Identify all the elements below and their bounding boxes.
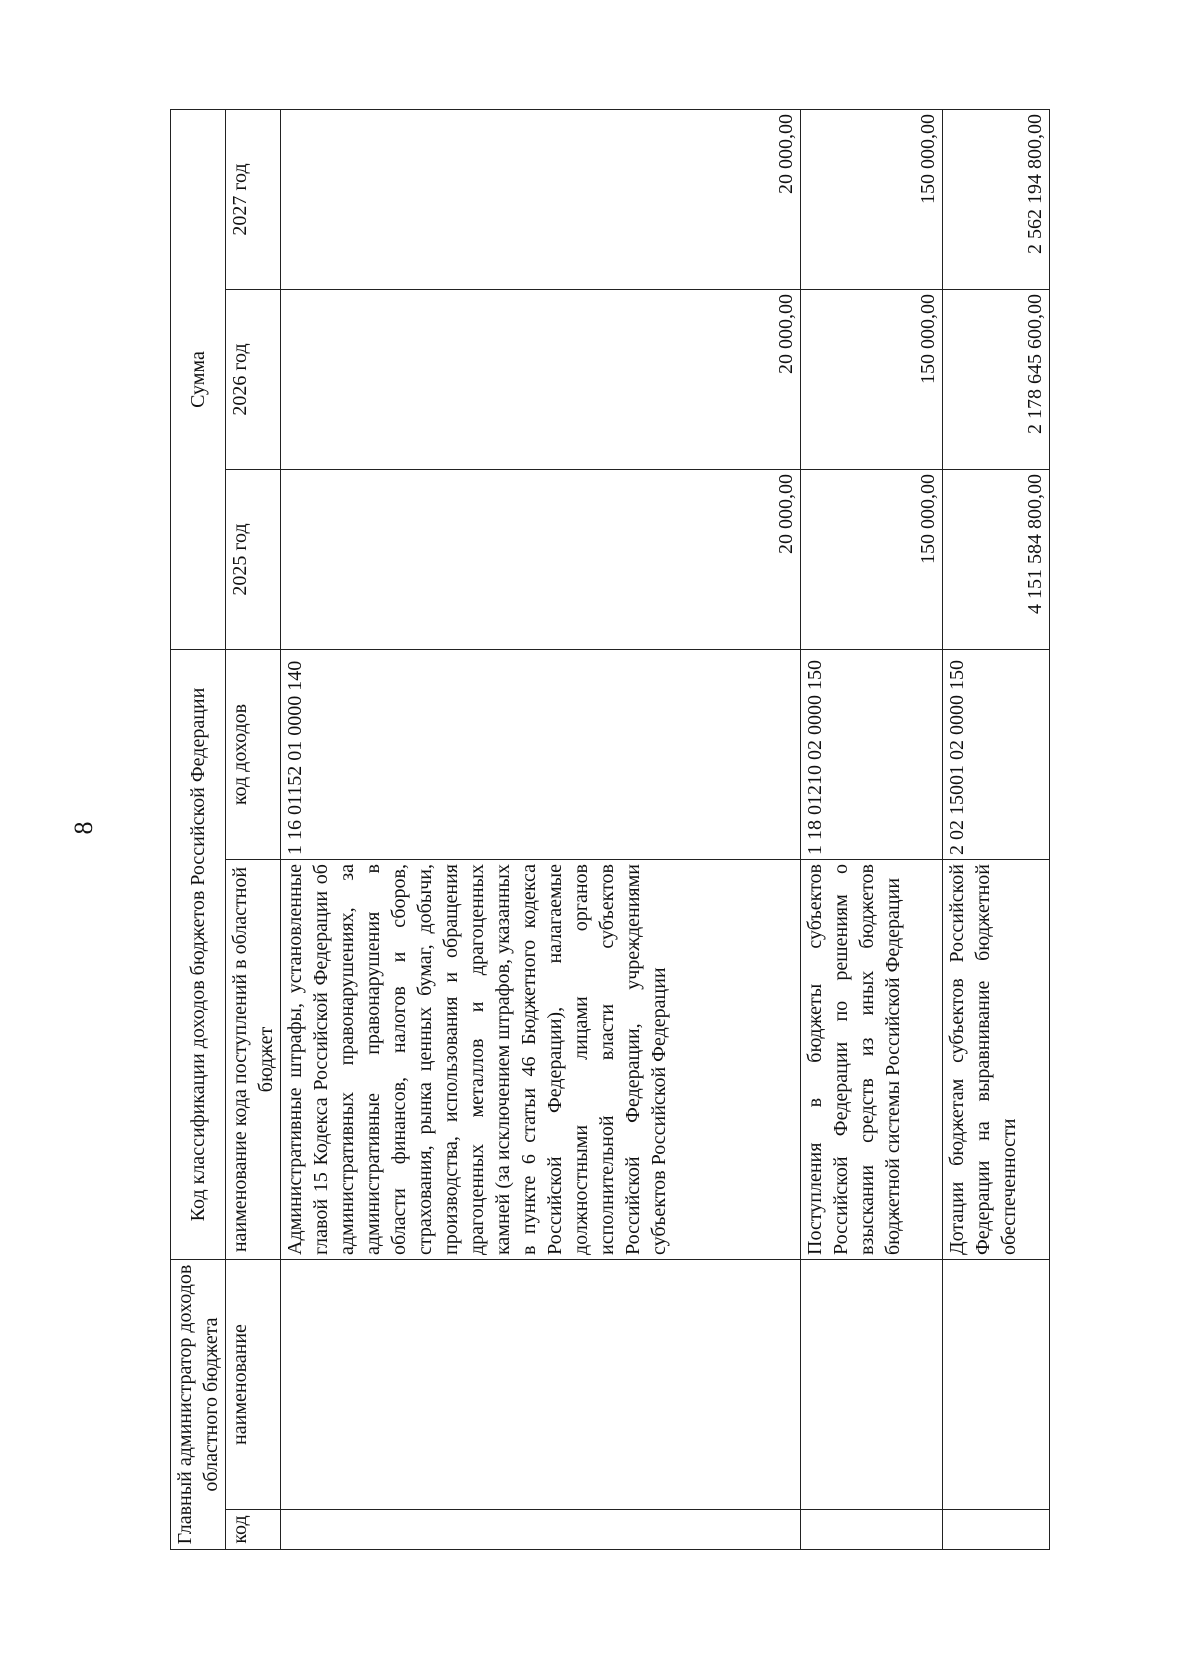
header-year-2026: 2026 год (226, 290, 281, 470)
row-name (942, 1260, 1049, 1510)
row-name (281, 1260, 801, 1510)
row-income-code: 2 02 15001 02 0000 150 (942, 650, 1049, 860)
header-code: код (226, 1510, 281, 1550)
row-income-name: Административные штрафы, установленные главой 15 Кодекса Российской Федерации об административных правонарушениях, за административные правонарушения в области финансов, налогов и сборов, страхования, рынка ценных бумаг, добычи, производства, использования и обращения драгоценных металлов и драгоценных камней (за исключением штрафов, указанных в пункте 6 статьи 46 Бюджетного кодекса Российской Федерации), налагаемые должностными лицами органов исполнительной власти субъектов Российской Федерации, учреждениями субъектов Российской Федерации (281, 860, 801, 1260)
row-income-name: Дотации бюджетам субъектов Российской Федерации на выравнивание бюджетной обеспеченности (942, 860, 1049, 1260)
header-year-2025: 2025 год (226, 470, 281, 650)
revenue-table-container (170, 110, 1050, 1550)
header-name: наименование (226, 1260, 281, 1510)
revenue-table (170, 109, 1050, 1550)
header-sum-group: Сумма (171, 109, 226, 649)
row-code (801, 1510, 943, 1550)
header-classification-group: Код классификации доходов бюджетов Российской Федерации (171, 650, 226, 1260)
row-sum-2026: 150 000,00 (801, 290, 943, 470)
row-sum-2027: 20 000,00 (281, 109, 801, 289)
row-sum-2026: 20 000,00 (281, 290, 801, 470)
row-sum-2026: 2 178 645 600,00 (942, 290, 1049, 470)
page-number: 8 (69, 821, 98, 835)
table-row (281, 109, 801, 1549)
row-code (281, 1510, 801, 1550)
row-sum-2025: 150 000,00 (801, 470, 943, 650)
row-income-code: 1 18 01210 02 0000 150 (801, 650, 943, 860)
table-row (942, 109, 1049, 1549)
row-code (942, 1510, 1049, 1550)
row-income-code: 1 16 01152 01 0000 140 (281, 650, 801, 860)
header-admin-group: Главный администратор доходов областного бюджета (171, 1260, 226, 1550)
row-income-name: Поступления в бюджеты субъектов Российской Федерации по решениям о взыскании средств из иных бюджетов бюджетной системы Российской Федерации (801, 860, 943, 1260)
table-row (801, 109, 943, 1549)
row-sum-2025: 20 000,00 (281, 470, 801, 650)
row-sum-2025: 4 151 584 800,00 (942, 470, 1049, 650)
row-sum-2027: 2 562 194 800,00 (942, 109, 1049, 289)
header-year-2027: 2027 год (226, 109, 281, 289)
row-name (801, 1260, 943, 1510)
row-sum-2027: 150 000,00 (801, 109, 943, 289)
header-income-code: код доходов (226, 650, 281, 860)
header-income-name: наименование кода поступлений в областной бюджет (226, 860, 281, 1260)
